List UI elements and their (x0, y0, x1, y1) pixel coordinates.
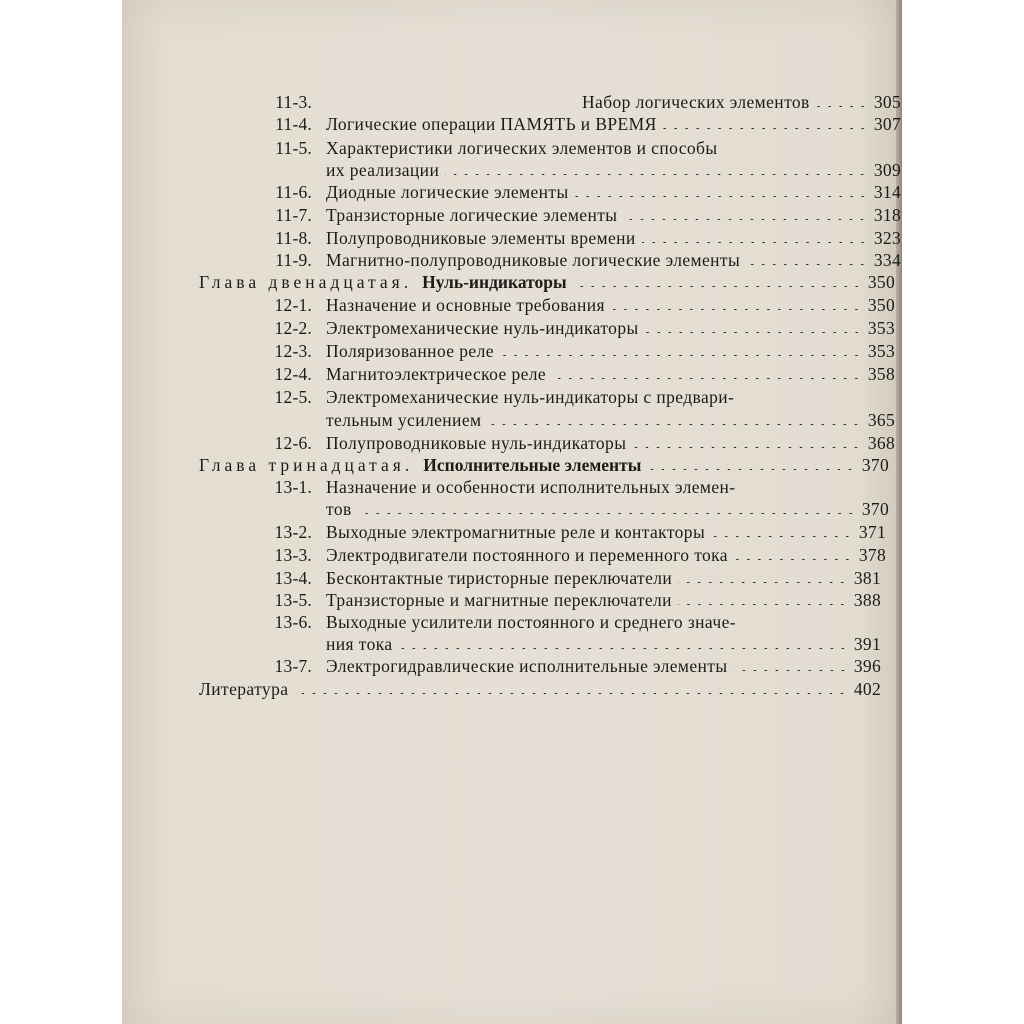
section-number: 11-7. (275, 205, 312, 225)
page-number: 365 (867, 410, 895, 430)
section-title: Электродвигатели постоянного и переменного тока (326, 545, 728, 565)
section-title: Характеристики логических элементов и способы (326, 138, 718, 158)
dot-leader (645, 332, 862, 333)
section-title: Бесконтактные тиристорные переключатели (326, 568, 673, 588)
section-number: 11-5. (275, 138, 312, 158)
toc-entry (256, 567, 881, 589)
section-title: Магнитоэлектрическое реле (326, 364, 547, 384)
toc-entry (256, 340, 895, 362)
page-number: 350 (867, 272, 895, 292)
page-number: 307 (873, 114, 901, 134)
section-title: Выходные усилители постоянного и среднего значе- (326, 612, 736, 632)
dot-leader (642, 242, 868, 243)
section-title-continuation: тельным усилением (326, 410, 482, 430)
section-number: 12-2. (274, 318, 312, 338)
toc-entry (256, 386, 895, 408)
chapter-prefix: Глава двенадцатая. (199, 272, 413, 292)
section-title: Полупроводниковые элементы времени (326, 228, 636, 248)
toc-entry (256, 544, 886, 566)
page-number: 368 (867, 433, 895, 453)
toc-entry (256, 137, 901, 159)
dot-leader (445, 174, 868, 175)
section-number: 12-3. (274, 341, 312, 361)
page-number: 309 (873, 160, 901, 180)
section-number: 13-1. (274, 477, 312, 497)
section-title: Выходные электромагнитные реле и контакторы (326, 522, 706, 542)
section-title: Электромеханические нуль-индикаторы (326, 318, 639, 338)
chapter-title: Нуль-индикаторы (422, 272, 567, 292)
chapter-title: Исполнительные элементы (423, 455, 642, 475)
toc-entry-references (199, 678, 881, 700)
dot-leader (678, 604, 848, 605)
section-title: Электрогидравлические исполнительные элементы (326, 656, 728, 676)
toc-entry (256, 294, 895, 316)
toc-entry (256, 432, 895, 454)
page-number: 370 (861, 455, 889, 475)
dot-leader (500, 355, 862, 356)
toc-entry (256, 249, 901, 271)
section-title: Полупроводниковые нуль-индикаторы (326, 433, 627, 453)
page-number: 402 (853, 679, 881, 699)
section-title: Магнитно-полупроводниковые логические элементы (326, 250, 741, 270)
toc-entry (256, 476, 886, 498)
section-title-continuation: тов (326, 499, 352, 519)
toc-entry-continuation (326, 633, 881, 655)
dot-leader (294, 693, 847, 694)
section-number: 13-2. (274, 522, 312, 542)
toc-entry (256, 611, 881, 633)
section-title: Диодные логические элементы (326, 182, 569, 202)
dot-leader (816, 106, 868, 107)
toc-entry (256, 363, 895, 385)
toc-entry (256, 91, 901, 113)
section-title-continuation: их реализации (326, 160, 440, 180)
page-number: 391 (853, 634, 881, 654)
page-number: 378 (858, 545, 886, 565)
section-title: Логические операции ПАМЯТЬ и ВРЕМЯ (326, 114, 657, 134)
page-number: 318 (873, 205, 901, 225)
page-number: 334 (873, 250, 901, 270)
page-number: 323 (873, 228, 901, 248)
section-number: 11-9. (275, 250, 312, 270)
dot-leader (663, 128, 868, 129)
section-title: Транзисторные логические элементы (326, 205, 618, 225)
page-number: 305 (873, 92, 901, 112)
toc-entry (256, 181, 901, 203)
dot-leader (552, 378, 862, 379)
section-number: 11-4. (275, 114, 312, 134)
section-title-continuation: ния тока (326, 634, 393, 654)
dot-leader (487, 424, 861, 425)
section-number: 12-1. (274, 295, 312, 315)
toc-entry (256, 655, 881, 677)
section-number: 12-6. (274, 433, 312, 453)
section-number: 13-6. (274, 612, 312, 632)
dot-leader (399, 648, 848, 649)
toc-entry (256, 317, 895, 339)
dot-leader (647, 469, 855, 470)
page-number: 314 (873, 182, 901, 202)
section-number: 12-5. (274, 387, 312, 407)
dot-leader (573, 286, 862, 287)
dot-leader (575, 196, 868, 197)
dot-leader (678, 582, 848, 583)
dot-leader (358, 513, 856, 514)
page-number: 370 (861, 499, 889, 519)
page-number: 396 (853, 656, 881, 676)
dot-leader (623, 219, 867, 220)
section-title: Электромеханические нуль-индикаторы с предвари- (326, 387, 735, 407)
page-number: 353 (867, 318, 895, 338)
section-number: 13-7. (274, 656, 312, 676)
section-number: 13-4. (274, 568, 312, 588)
section-number: 11-6. (275, 182, 312, 202)
dot-leader (611, 309, 862, 310)
section-number: 11-3. (275, 92, 312, 112)
toc-entry (256, 227, 901, 249)
dot-leader (746, 264, 868, 265)
toc-entry (256, 204, 901, 226)
section-number: 12-4. (274, 364, 312, 384)
section-title: Транзисторные и магнитные переключатели (326, 590, 672, 610)
chapter-prefix: Глава тринадцатая. (199, 455, 414, 475)
dot-leader (632, 447, 861, 448)
page-number: 371 (858, 522, 886, 542)
toc-entry (256, 521, 886, 543)
section-title: Назначение и основные требования (326, 295, 605, 315)
section-title: Назначение и особенности исполнительных элемен- (326, 477, 736, 497)
section-title: Поляризованное реле (326, 341, 494, 361)
toc-entry-continuation (326, 409, 895, 431)
toc-entry (256, 589, 881, 611)
section-number: 13-5. (274, 590, 312, 610)
dot-leader (734, 670, 848, 671)
page-number: 358 (867, 364, 895, 384)
toc-entry-continuation (326, 498, 889, 520)
section-number: 13-3. (274, 545, 312, 565)
section-title: Набор логических элементов (582, 92, 810, 112)
page-number: 353 (867, 341, 895, 361)
page-number: 381 (853, 568, 881, 588)
chapter-heading (199, 454, 889, 476)
chapter-heading (199, 271, 895, 293)
dot-leader (734, 559, 853, 560)
page-number: 350 (867, 295, 895, 315)
toc-entry (256, 113, 901, 135)
page-number: 388 (853, 590, 881, 610)
references-title: Литература (199, 679, 289, 699)
toc-entry-continuation (326, 159, 901, 181)
dot-leader (711, 536, 853, 537)
section-number: 11-8. (275, 228, 312, 248)
